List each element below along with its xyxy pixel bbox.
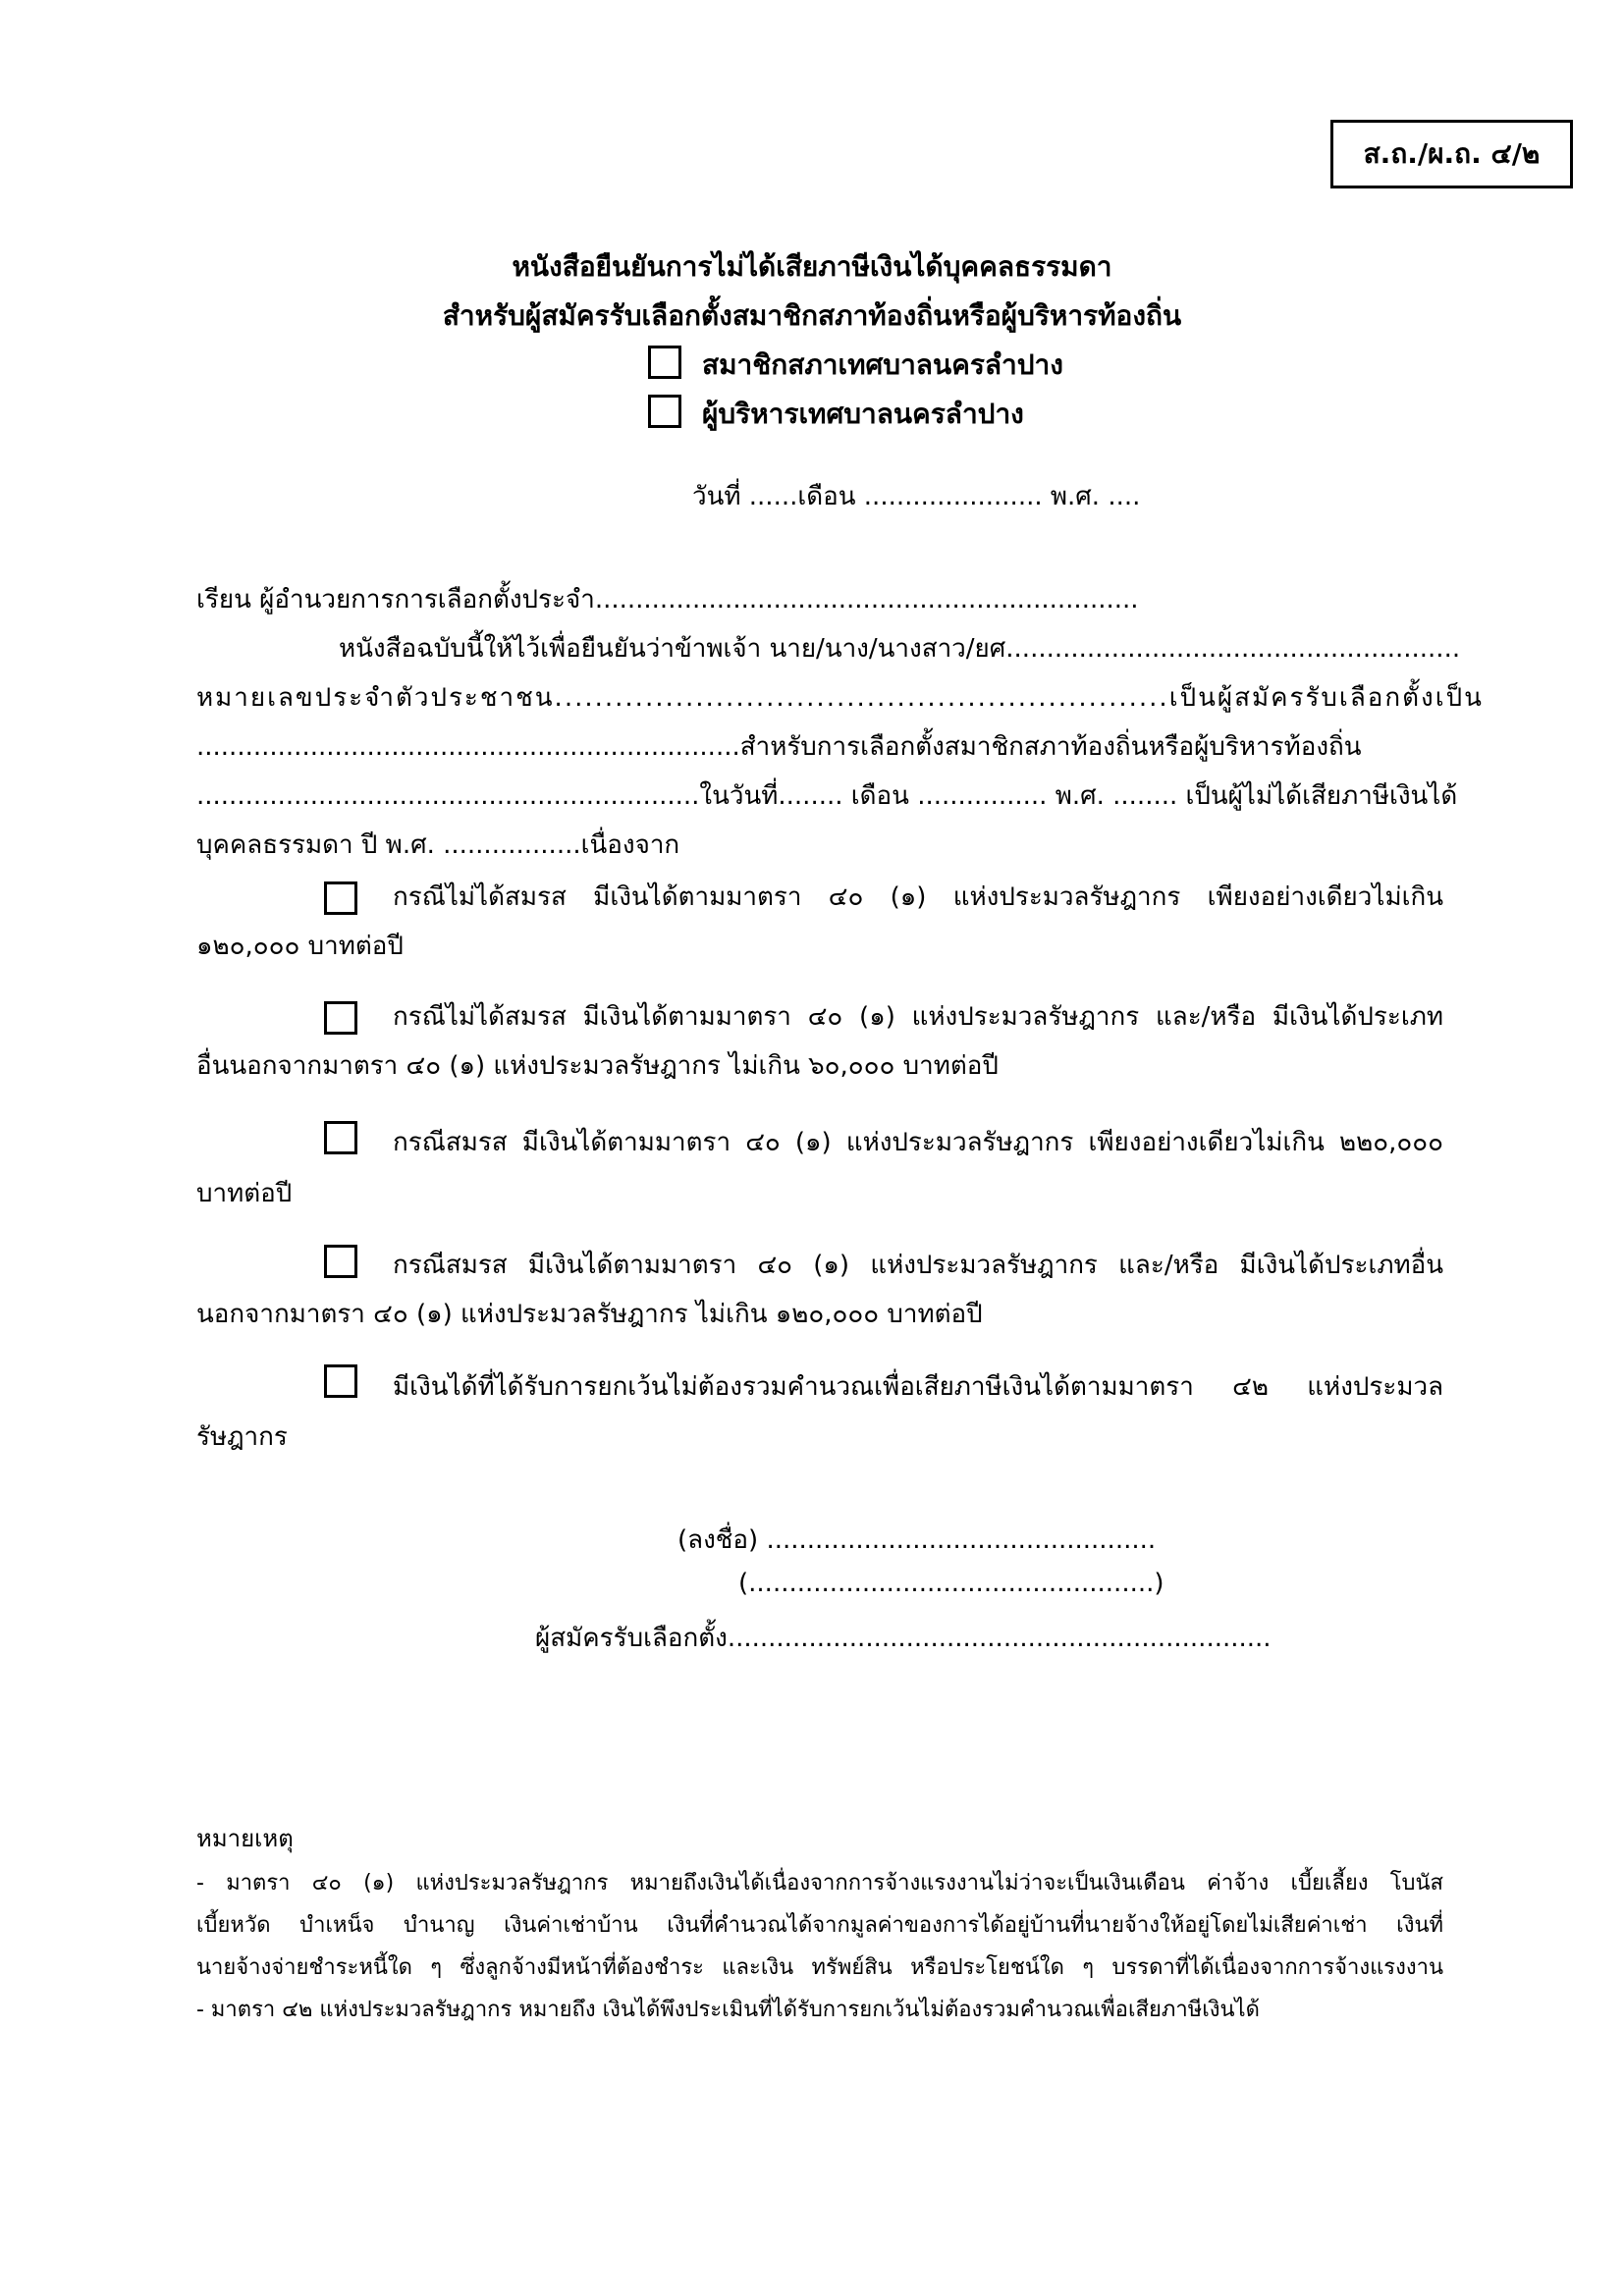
checkbox-condition-2[interactable]: [324, 1001, 357, 1035]
declaration-line: หนังสือฉบับนี้ให้ไว้เพื่อยืนยันว่าข้าพเจ้า นาย/นาง/นางสาว/ยศ........................................................: [339, 634, 1461, 664]
candidate-role-line: ผู้สมัครรับเลือกตั้ง...................................................................: [535, 1624, 1272, 1653]
printed-name-line: (..................................................): [738, 1569, 1164, 1598]
tax-year-line: บุคคลธรรมดา ปี พ.ศ. .................เนื่องจาก: [196, 830, 680, 860]
condition-3-text: กรณีสมรส มีเงินได้ตามมาตรา ๔๐ (๑) แห่งประมวลรัษฎากร เพียงอย่างเดียวไม่เกิน ๒๒๐,๐๐๐: [393, 1128, 1443, 1157]
document-title: หนังสือยืนยันการไม่ได้เสียภาษีเงินได้บุคคลธรรมดา: [512, 250, 1112, 283]
condition-4-text-cont: นอกจากมาตรา ๔๐ (๑) แห่งประมวลรัษฎากร ไม่เกิน ๑๒๐,๐๐๐ บาทต่อปี: [196, 1300, 983, 1329]
condition-2-text-cont: อื่นนอกจากมาตรา ๔๐ (๑) แห่งประมวลรัษฎากร ไม่เกิน ๖๐,๐๐๐ บาทต่อปี: [196, 1051, 999, 1081]
note-line-1: - มาตรา ๔๐ (๑) แห่งประมวลรัษฎากร หมายถึงเงินได้เนื่องจากการจ้างแรงงานไม่ว่าจะเป็นเงินเดือน ค่าจ้าง เบี้ยเลี้ยง โบนัส: [196, 1871, 1443, 1896]
signature-line: (ลงชื่อ) ................................................: [677, 1525, 1157, 1555]
condition-1-text: กรณีไม่ได้สมรส มีเงินได้ตามมาตรา ๔๐ (๑) แห่งประมวลรัษฎากร เพียงอย่างเดียวไม่เกิน: [393, 882, 1443, 912]
condition-5-text: มีเงินได้ที่ได้รับการยกเว้นไม่ต้องรวมคำนวณเพื่อเสียภาษีเงินได้ตามมาตรา ๔๒ แห่งประมวล: [393, 1372, 1443, 1402]
condition-4-text: กรณีสมรส มีเงินได้ตามมาตรา ๔๐ (๑) แห่งประมวลรัษฎากร และ/หรือ มีเงินได้ประเภทอื่น: [393, 1251, 1443, 1280]
salutation-line: เรียน ผู้อำนวยการการเลือกตั้งประจำ...................................................................: [196, 585, 1139, 614]
condition-3-text-cont: บาทต่อปี: [196, 1179, 293, 1208]
date-line: วันที่ ......เดือน ...................... พ.ศ. ....: [692, 482, 1141, 511]
notes-heading: หมายเหตุ: [196, 1825, 294, 1852]
checkbox-condition-3[interactable]: [324, 1121, 357, 1154]
condition-2-text: กรณีไม่ได้สมรส มีเงินได้ตามมาตรา ๔๐ (๑) แห่งประมวลรัษฎากร และ/หรือ มีเงินได้ประเภท: [393, 1002, 1443, 1032]
checkbox-condition-1[interactable]: [324, 881, 357, 915]
checkbox-executive[interactable]: [648, 395, 681, 428]
checkbox-council-member[interactable]: [648, 346, 681, 379]
option-executive-label: ผู้บริหารเทศบาลนครลำปาง: [702, 398, 1024, 430]
condition-1-text-cont: ๑๒๐,๐๐๐ บาทต่อปี: [196, 932, 404, 961]
election-type-line: ...................................................................สำหรับการเลือกตั้งสมาชิกสภาท้องถิ่นหรือผู้บริหารท้องถิ่น: [196, 732, 1362, 762]
note-line-4: - มาตรา ๔๒ แห่งประมวลรัษฎากร หมายถึง เงินได้พึงประเมินที่ได้รับการยกเว้นไม่ต้องรวมคำนวณเพื่อเสียภาษีเงินได้: [196, 1998, 1260, 2022]
note-line-3: นายจ้างจ่ายชำระหนี้ใด ๆ ซึ่งลูกจ้างมีหน้าที่ต้องชำระ และเงิน ทรัพย์สิน หรือประโยชน์ใด ๆ บรรดาที่ได้เนื่องจากการจ้างแรงงาน: [196, 1955, 1443, 1980]
checkbox-condition-5[interactable]: [324, 1364, 357, 1398]
form-code: ส.ถ./ผ.ถ. ๔/๒: [1330, 120, 1573, 188]
checkbox-condition-4[interactable]: [324, 1245, 357, 1278]
election-date-line: ..............................................................ในวันที่........ เดือน ................ พ.ศ. ........ เป็นผู้ไม่ได้เสียภาษีเงินได้: [196, 781, 1458, 811]
document-subtitle: สำหรับผู้สมัครรับเลือกตั้งสมาชิกสภาท้องถิ่นหรือผู้บริหารท้องถิ่น: [442, 299, 1182, 332]
condition-5-text-cont: รัษฎากร: [196, 1422, 288, 1452]
id-number-line: หมายเลขประจำตัวประชาชน.............................................................เป็นผู้สมัครรับเลือกตั้งเป็น: [196, 683, 1484, 713]
note-line-2: เบี้ยหวัด บำเหน็จ บำนาญ เงินค่าเช่าบ้าน เงินที่คำนวณได้จากมูลค่าของการได้อยู่บ้านที่นายจ้างให้อยู่โดยไม่เสียค่าเช่า เงินที่: [196, 1913, 1443, 1938]
option-council-member-label: สมาชิกสภาเทศบาลนครลำปาง: [702, 348, 1063, 381]
